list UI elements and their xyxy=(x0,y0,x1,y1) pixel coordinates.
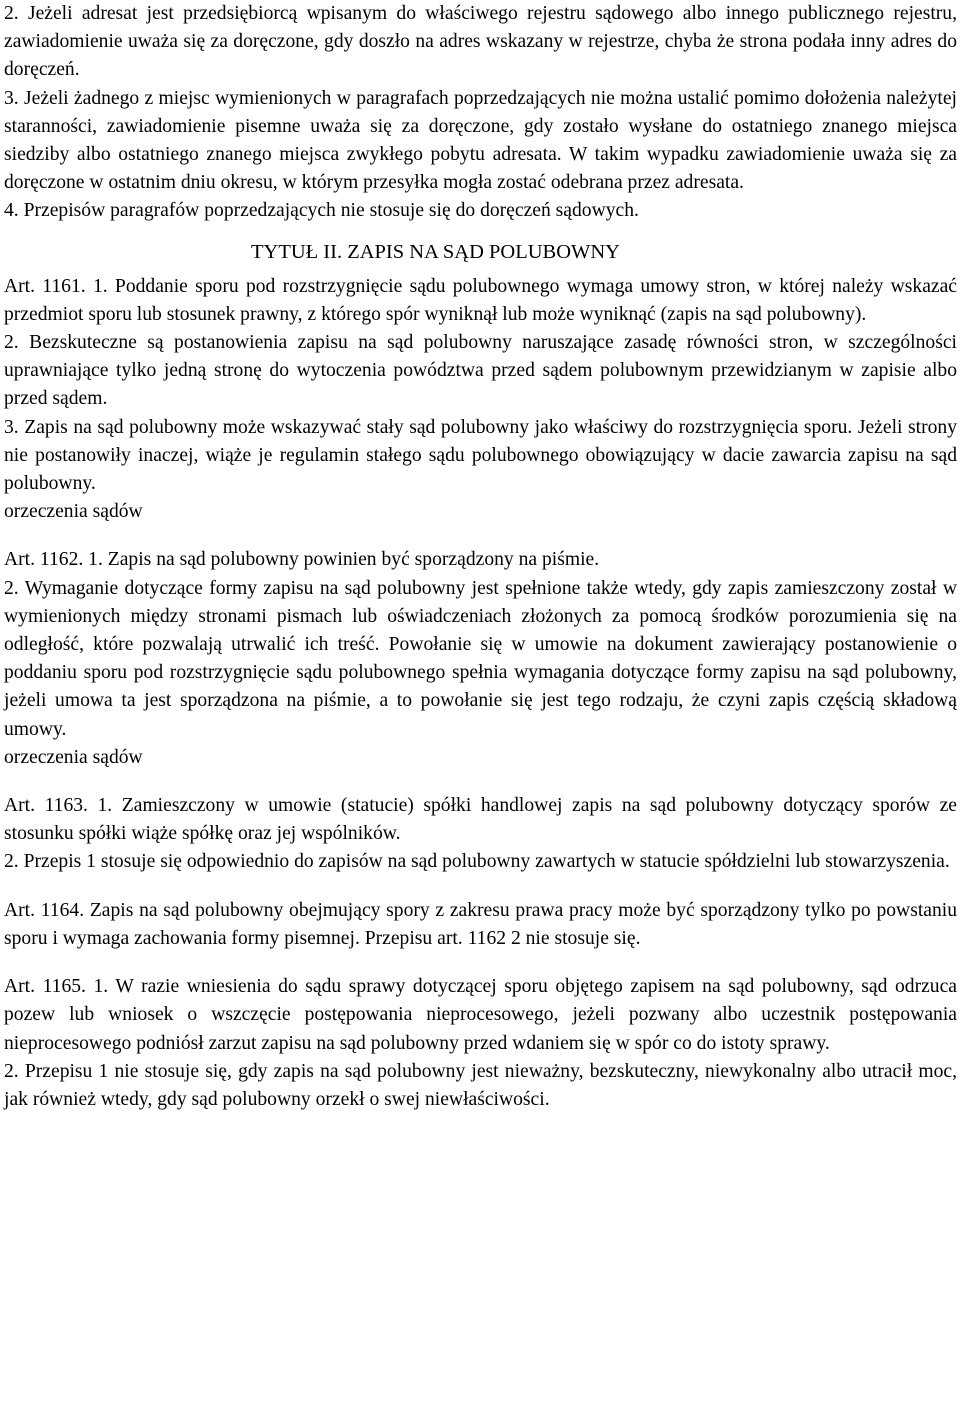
paragraph-art1161-sec3: 3. Zapis na sąd polubowny może wskazywać stały sąd polubowny jako właściwy do rozstrzygnięcia sporu. Jeżeli strony nie postanowiły inaczej, wiąże je regulamin stałego sądu polubownego obowiązujący w dacie zawarcia zapisu na sąd polubowny. xyxy=(4,416,957,495)
paragraph-art1161-sec2: 2. Bezskuteczne są postanowienia zapisu na sąd polubowny naruszające zasadę równości stron, w szczególności uprawniające tylko jedną stronę do wytoczenia powództwa przed sądem polubownym przewidzianym w zapisie albo przed sądem. xyxy=(4,332,957,410)
paragraph-art1160-sec3: 3. Jeżeli żadnego z miejsc wymienionych w paragrafach poprzedzających nie można ustalić pomimo dołożenia należytej staranności, zawiadomienie pisemne uważa się za doręczone, gdy zostało wysłane do ostatniego znanego miejsca siedziby albo ostatniego znanego miejsca zwykłego pobytu adresata. W takim wypadku zawiadomienie uważa się za doręczone w ostatnim dniu okresu, w którym przesyłka mogła zostać odebrana przez adresata. xyxy=(4,87,957,194)
paragraph-art1164: Art. 1164. Zapis na sąd polubowny obejmujący spory z zakresu prawa pracy może być sporządzony tylko po powstaniu sporu i wymaga zachowania formy pisemnej. Przepisu art. 1162 2 nie stosuje się. xyxy=(4,899,957,949)
paragraph-art1162-sec1: Art. 1162. 1. Zapis na sąd polubowny powinien być sporządzony na piśmie. xyxy=(4,549,600,571)
title-heading: TYTUŁ II. ZAPIS NA SĄD POLUBOWNY xyxy=(251,240,620,263)
paragraph-art1165-sec2: 2. Przepisu 1 nie stosuje się, gdy zapis na sąd polubowny jest nieważny, bezskuteczny, niewykonalny albo utracił moc, jak również wtedy, gdy sąd polubowny orzekł o swej niewłaściwości. xyxy=(4,1060,957,1110)
paragraph-art1163-sec1: Art. 1163. 1. Zamieszczony w umowie (statucie) spółki handlowej zapis na sąd polubowny dotyczący sporów ze stosunku spółki wiąże spółkę oraz jej wspólników. xyxy=(4,795,957,845)
court-rulings-link[interactable]: orzeczenia sądów xyxy=(4,501,143,523)
paragraph-art1163-sec2: 2. Przepis 1 stosuje się odpowiednio do zapisów na sąd polubowny zawartych w statucie spółdzielni lub stowarzyszenia. xyxy=(4,851,950,873)
paragraph-art1160-sec4: 4. Przepisów paragrafów poprzedzających nie stosuje się do doręczeń sądowych. xyxy=(4,200,639,222)
court-rulings-link[interactable]: orzeczenia sądów xyxy=(4,746,143,768)
paragraph-art1162-sec2: 2. Wymaganie dotyczące formy zapisu na sąd polubowny jest spełnione także wtedy, gdy zapis zamieszczony został w wymienionych między stronami pismach lub oświadczeniach złożonych za pomocą środków porozumienia się na odległość, które pozwalają utrwalić ich treść. Powołanie się w umowie na dokument zawierający postanowienie o poddaniu sporu pod rozstrzygnięcie sądu polubownego spełnia wymagania dotyczące formy zapisu na sąd polubowny, jeżeli umowa ta jest sporządzona na piśmie, a to powołanie się jest tego rodzaju, że czyni zapis częścią składową umowy. xyxy=(4,577,957,740)
paragraph-art1165-sec1: Art. 1165. 1. W razie wniesienia do sądu sprawy dotyczącej sporu objętego zapisem na sąd polubowny, sąd odrzuca pozew lub wniosek o wszczęcie postępowania nieprocesowego, jeżeli pozwany albo uczestnik postępowania nieprocesowego podniósł zarzut zapisu na sąd polubowny przed wdaniem się w spór co do istoty sprawy. xyxy=(4,976,957,1054)
paragraph-art1160-sec2: 2. Jeżeli adresat jest przedsiębiorcą wpisanym do właściwego rejestru sądowego albo innego publicznego rejestru, zawiadomienie uważa się za doręczone, gdy doszło na adres wskazany w rejestrze, chyba że strona podała inny adres do doręczeń. xyxy=(4,3,957,81)
paragraph-art1161-sec1: Art. 1161. 1. Poddanie sporu pod rozstrzygnięcie sądu polubownego wymaga umowy stron, w której należy wskazać przedmiot sporu lub stosunek prawny, z którego spór wyniknął lub może wyniknąć (zapis na sąd polubowny). xyxy=(4,275,957,325)
